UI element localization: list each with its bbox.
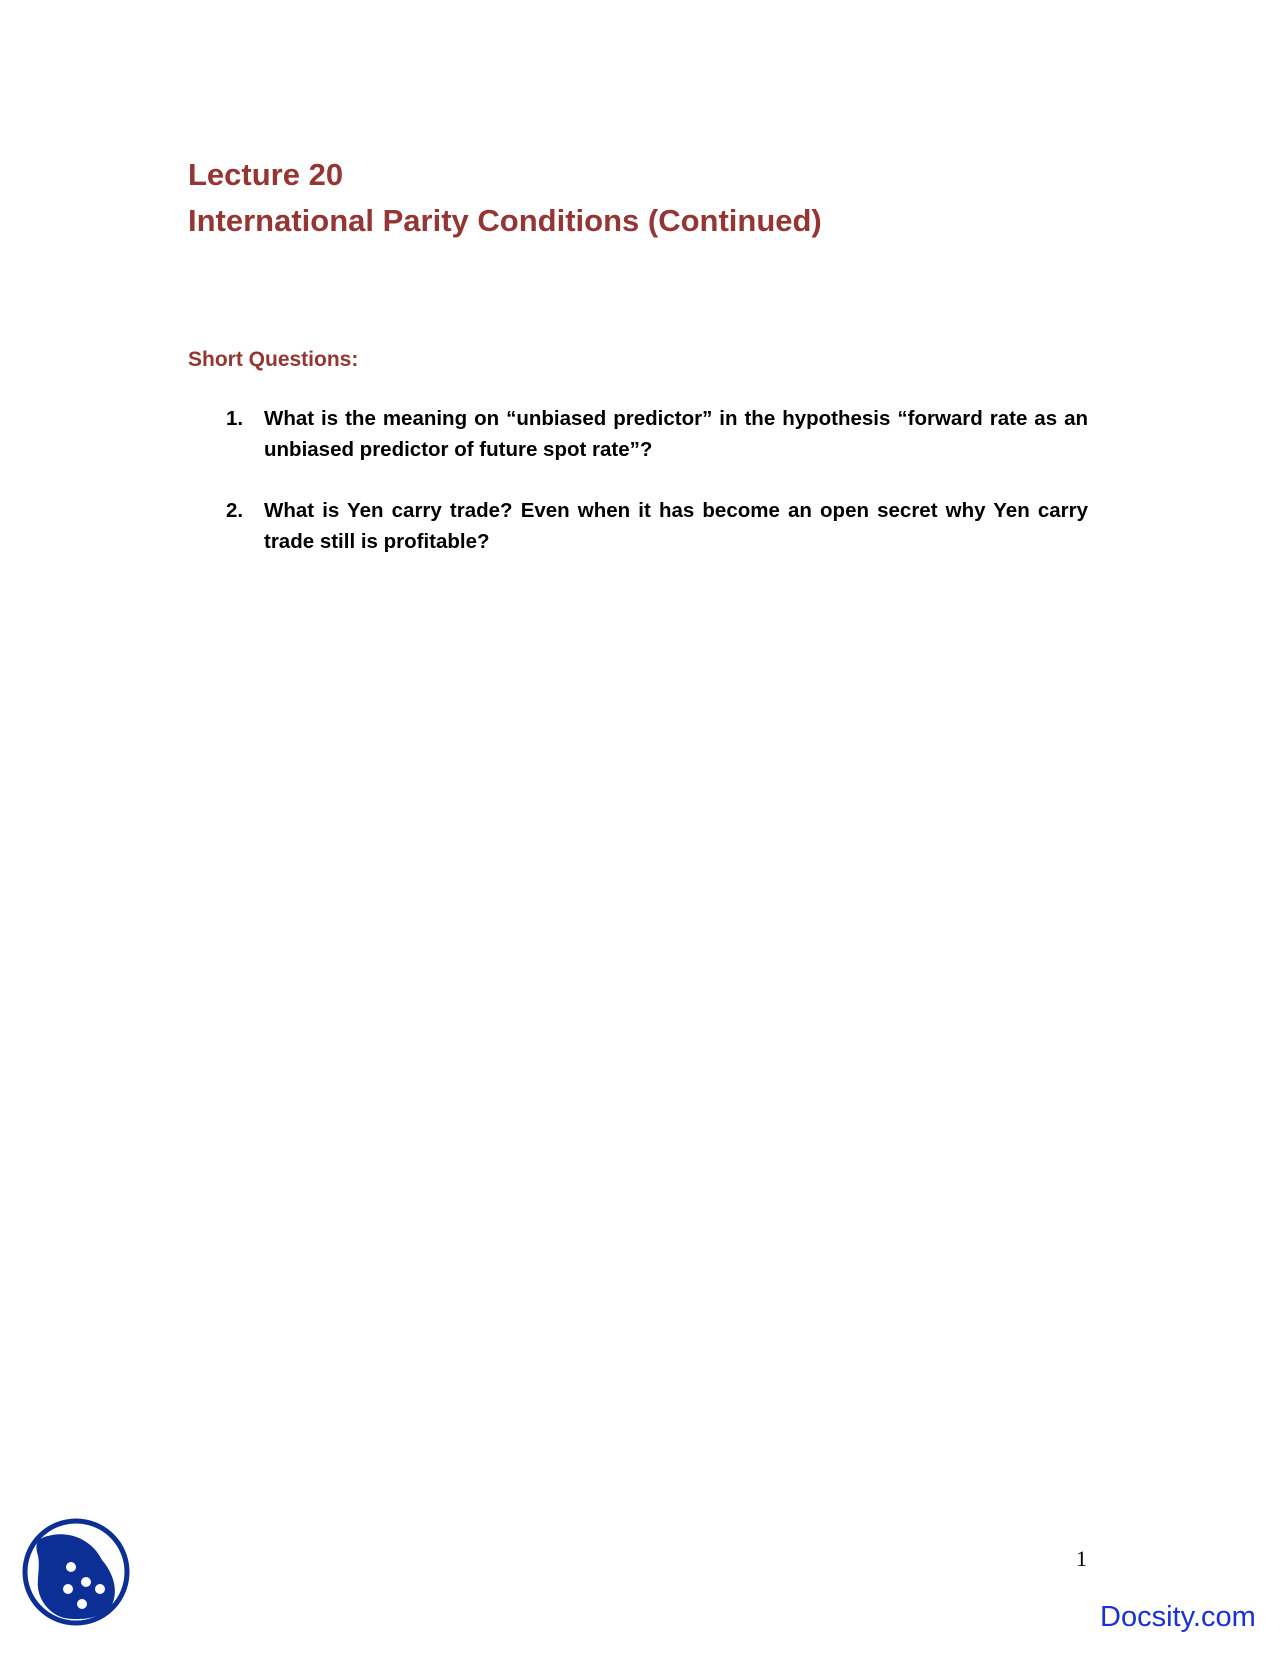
question-item <box>188 495 1088 557</box>
lecture-number: Lecture 20 <box>188 157 344 192</box>
docsity-logo-icon <box>20 1516 132 1628</box>
question-text: What is the meaning on “unbiased predictor” in the hypothesis “forward rate as an unbiased predictor of future spot rate”? <box>264 407 1088 461</box>
docsity-brand-text: Docsity.com <box>1100 1601 1256 1633</box>
page-title <box>188 152 822 244</box>
section-heading: Short Questions: <box>188 348 359 371</box>
question-item <box>188 403 1088 465</box>
question-number: 2. <box>226 499 244 522</box>
lecture-topic: International Parity Conditions (Continued) <box>188 203 822 238</box>
question-number: 1. <box>226 407 244 430</box>
page-number: 1 <box>1076 1546 1087 1571</box>
question-text: What is Yen carry trade? Even when it has become an open secret why Yen carry trade still is profitable? <box>264 499 1088 553</box>
question-list <box>188 403 1088 587</box>
